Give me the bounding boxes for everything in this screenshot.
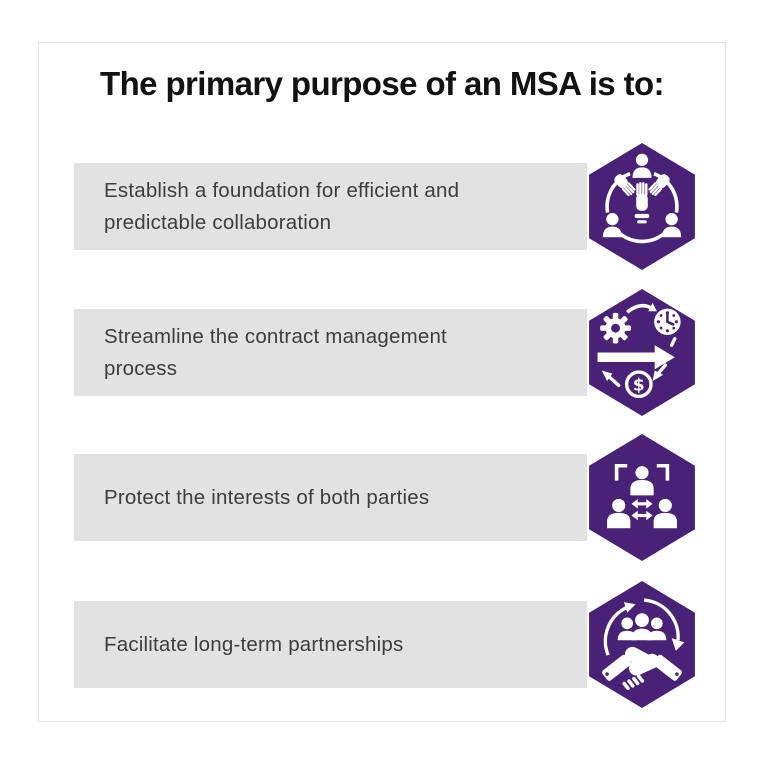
purpose-item-label-bar (74, 309, 587, 396)
purpose-item-text: Establish a foundation for efficient and predictable collaboration (104, 178, 460, 234)
purpose-item-label-bar (74, 163, 587, 250)
purpose-item-text: Facilitate long-term partnerships (104, 632, 404, 656)
page-title: The primary purpose of an MSA is to: (100, 65, 664, 102)
infographic-card (38, 42, 726, 722)
partnership-handshake-icon (589, 581, 695, 708)
purpose-item-text: Streamline the contract management process (104, 324, 447, 380)
svg-text:$: $ (632, 374, 645, 395)
purpose-item-partnerships (74, 601, 695, 688)
purpose-item-streamline (74, 309, 695, 396)
purpose-item-protect (74, 454, 695, 541)
contract-process-icon (589, 289, 695, 416)
both-parties-exchange-icon (589, 434, 695, 561)
purpose-item-collaboration (74, 163, 695, 250)
purpose-item-text: Protect the interests of both parties (104, 485, 430, 509)
purpose-item-label-bar (74, 454, 587, 541)
collaboration-hands-icon (589, 143, 695, 270)
purpose-item-label-bar (74, 601, 587, 688)
